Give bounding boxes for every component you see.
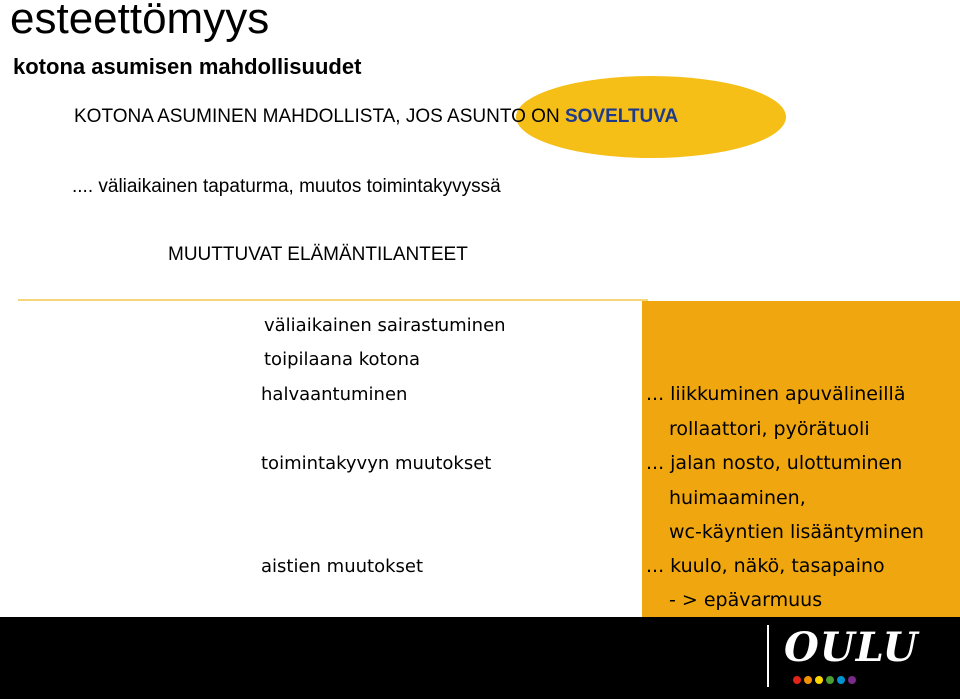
statement-line bbox=[74, 106, 678, 128]
right-item: ... liikkuminen apuvälineillä bbox=[646, 383, 906, 405]
right-item: ... jalan nosto, ulottuminen bbox=[646, 452, 903, 474]
left-item: toipilaana kotona bbox=[264, 349, 421, 370]
right-item: ... kuulo, näkö, tasapaino bbox=[646, 555, 885, 577]
slide-subtitle: kotona asumisen mahdollisuudet bbox=[13, 54, 362, 79]
slide-title: esteettömyys bbox=[10, 0, 270, 43]
logo-dot bbox=[793, 676, 801, 684]
divider-line bbox=[18, 299, 648, 301]
logo-dot bbox=[837, 676, 845, 684]
logo-dot bbox=[848, 676, 856, 684]
left-item: väliaikainen sairastuminen bbox=[264, 315, 506, 336]
section-heading: MUUTTUVAT ELÄMÄNTILANTEET bbox=[168, 244, 468, 265]
left-item: toimintakyvyn muutokset bbox=[261, 453, 492, 474]
right-item: huimaaminen, bbox=[669, 487, 806, 509]
logo-dot bbox=[826, 676, 834, 684]
logo-color-dots bbox=[793, 676, 856, 684]
statement-text: KOTONA ASUMINEN MAHDOLLISTA, JOS ASUNTO ON bbox=[74, 106, 565, 127]
left-item: aistien muutokset bbox=[261, 556, 424, 577]
statement-highlight: SOVELTUVA bbox=[564, 106, 679, 127]
right-item: - > epävarmuus bbox=[669, 589, 823, 611]
logo-dot bbox=[815, 676, 823, 684]
right-item: rollaattori, pyörätuoli bbox=[669, 418, 870, 440]
oulu-logo: OULU bbox=[784, 624, 919, 671]
trigger-line: .... väliaikainen tapaturma, muutos toimintakyvyssä bbox=[72, 176, 501, 197]
logo-dot bbox=[804, 676, 812, 684]
footer-separator bbox=[767, 625, 769, 687]
left-item: halvaantuminen bbox=[261, 384, 408, 405]
right-item: wc-käyntien lisääntyminen bbox=[669, 521, 924, 543]
